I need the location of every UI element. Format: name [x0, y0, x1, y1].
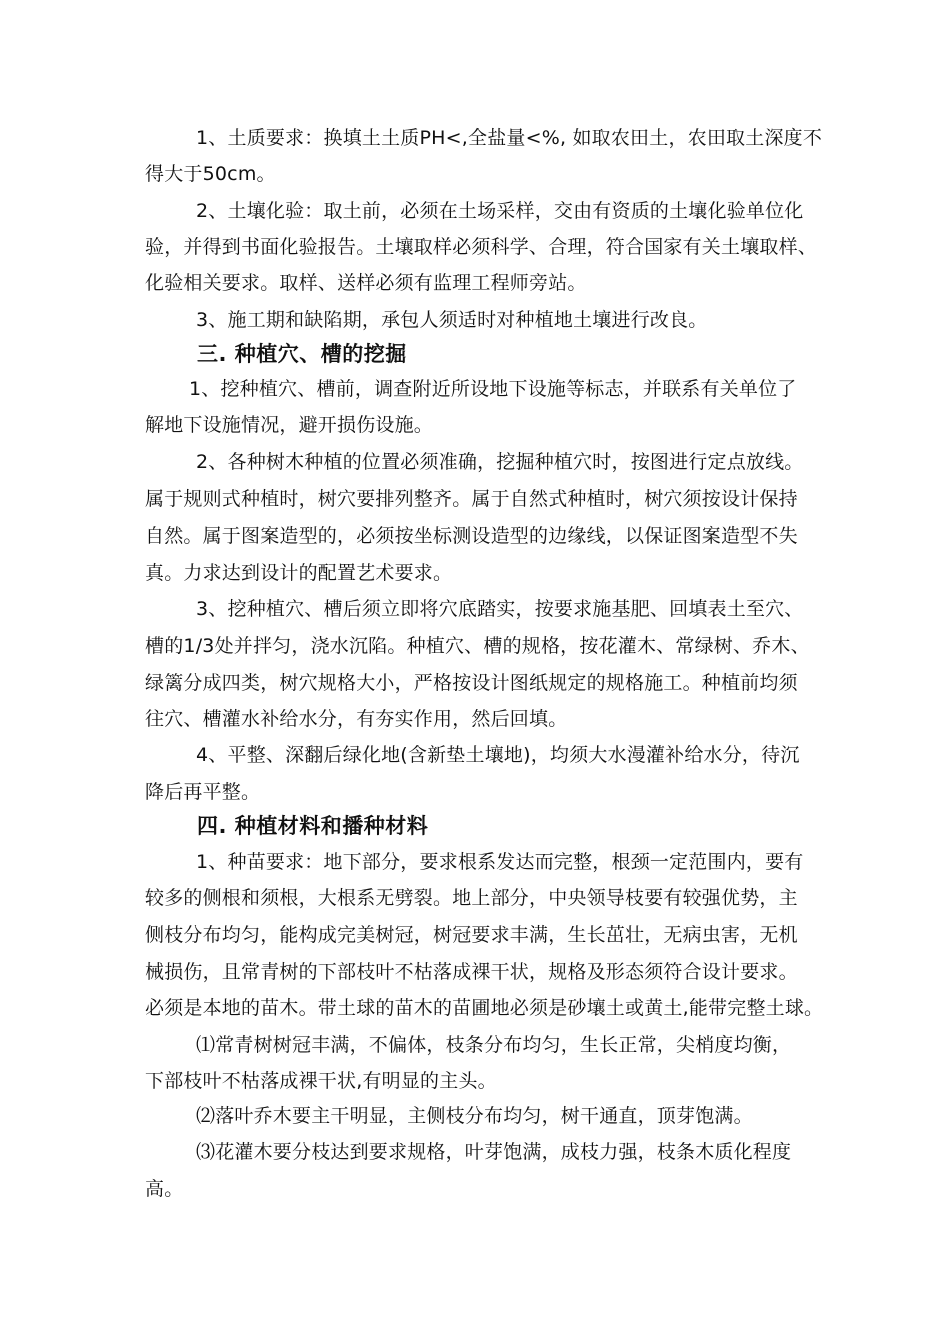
- paragraph-line: 3、挖种植穴、槽后须立即将穴底踏实，按要求施基肥、回填表土至穴、: [196, 598, 804, 620]
- paragraph-line: ⑴常青树树冠丰满，不偏体，枝条分布均匀，生长正常，尖梢度均衡，: [196, 1034, 792, 1056]
- paragraph-line: 真。力求达到设计的配置艺术要求。: [145, 562, 453, 584]
- paragraph-line: 验，并得到书面化验报告。土壤取样必须科学、合理，符合国家有关土壤取样、: [145, 236, 818, 258]
- paragraph-line: 绿篱分成四类，树穴规格大小，严格按设计图纸规定的规格施工。种植前均须: [145, 672, 798, 694]
- paragraph-line: 1、挖种植穴、槽前，调查附近所设地下设施等标志，并联系有关单位了: [189, 378, 797, 400]
- paragraph-line: 较多的侧根和须根，大根系无劈裂。地上部分，中央领导枝要有较强优势，主: [145, 887, 798, 909]
- section-heading: 三. 种植穴、槽的挖掘: [197, 342, 407, 366]
- paragraph-line: 属于规则式种植时，树穴要排列整齐。属于自然式种植时，树穴须按设计保持: [145, 488, 798, 510]
- paragraph-line: 自然。属于图案造型的，必须按坐标测设造型的边缘线，以保证图案造型不失: [145, 525, 798, 547]
- paragraph-line: 降后再平整。: [145, 781, 261, 803]
- paragraph-line: 槽的1/3处并拌匀，浇水沉陷。种植穴、槽的规格，按花灌木、常绿树、乔木、: [145, 635, 810, 657]
- paragraph-line: 得大于50cm。: [145, 163, 276, 185]
- paragraph-line: 2、土壤化验：取土前，必须在土场采样，交由有资质的土壤化验单位化: [196, 200, 804, 222]
- paragraph-line: ⑶花灌木要分枝达到要求规格，叶芽饱满，成枝力强，枝条木质化程度: [196, 1141, 792, 1163]
- paragraph-line: 2、各种树木种植的位置必须准确，挖掘种植穴时，按图进行定点放线。: [196, 451, 804, 473]
- paragraph-line: 高。: [145, 1178, 184, 1200]
- paragraph-line: 3、施工期和缺陷期，承包人须适时对种植地土壤进行改良。: [196, 309, 708, 331]
- paragraph-line: 侧枝分布均匀，能构成完美树冠，树冠要求丰满，生长茁壮，无病虫害，无机: [145, 924, 798, 946]
- paragraph-line: 1、土质要求：换填土土质PH<,全盐量<%, 如取农田土，农田取土深度不: [196, 127, 823, 149]
- paragraph-line: 必须是本地的苗木。带土球的苗木的苗圃地必须是砂壤土或黄土,能带完整土球。: [145, 997, 824, 1019]
- paragraph-line: 化验相关要求。取样、送样必须有监理工程师旁站。: [145, 272, 587, 294]
- paragraph-line: 4、平整、深翻后绿化地(含新垫土壤地)，均须大水漫灌补给水分，待沉: [196, 744, 800, 766]
- paragraph-line: 解地下设施情况，避开损伤设施。: [145, 414, 434, 436]
- section-heading: 四. 种植材料和播种材料: [197, 814, 429, 838]
- paragraph-line: ⑵落叶乔木要主干明显，主侧枝分布均匀，树干通直，顶芽饱满。: [196, 1105, 753, 1127]
- paragraph-line: 往穴、槽灌水补给水分，有夯实作用，然后回填。: [145, 708, 568, 730]
- paragraph-line: 械损伤，且常青树的下部枝叶不枯落成裸干状，规格及形态须符合设计要求。: [145, 961, 798, 983]
- paragraph-line: 1、种苗要求：地下部分，要求根系发达而完整，根颈一定范围内，要有: [196, 851, 804, 873]
- paragraph-line: 下部枝叶不枯落成裸干状,有明显的主头。: [145, 1070, 497, 1092]
